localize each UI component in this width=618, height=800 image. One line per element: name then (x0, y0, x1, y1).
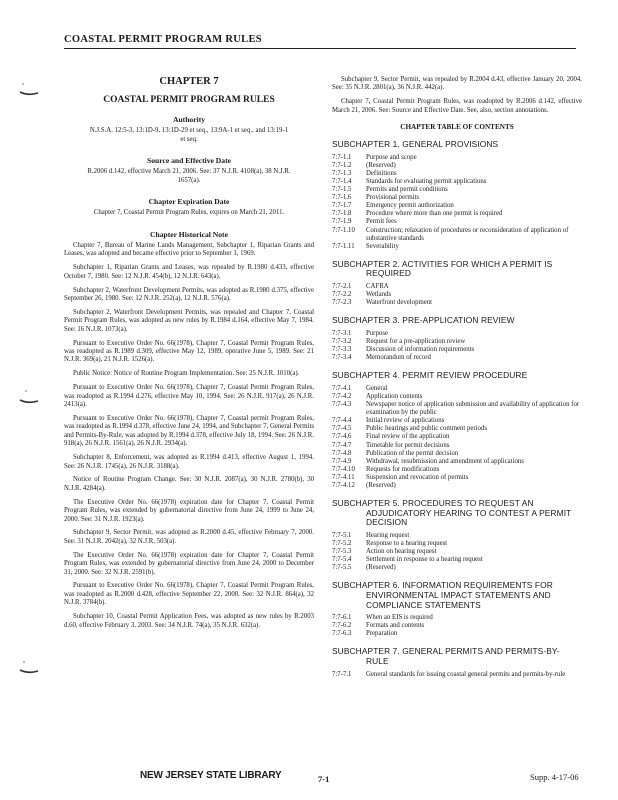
toc-title: CHAPTER TABLE OF CONTENTS (400, 123, 514, 132)
section-title: Provisional permits (366, 194, 420, 202)
toc-entry (332, 442, 582, 450)
toc-entry (332, 614, 582, 622)
section-number: 7:7-4.9 (332, 457, 352, 465)
section-number: 7:7-2.2 (332, 291, 352, 299)
right-column (332, 76, 582, 679)
history-note: Pursuant to Executive Order No. 66(1978), Chapter 7, Coastal Permit Program Rules, was readopted as R.2000 d.428, effective September 22, 2000. See: 32 N.J.R. 864(a), 32 N.J.R. 3784(b). (64, 582, 314, 607)
source-heading: Source and Effective Date (146, 156, 231, 166)
subchapter-heading (332, 499, 582, 528)
toc-entry (332, 450, 582, 458)
section-number: 7:7-4.3 (332, 401, 352, 409)
section-title: Withdrawal, resubmission and amendment of applications (366, 457, 524, 465)
section-title: Publication of the permit decision (366, 449, 459, 457)
section-number: 7:7-1.11 (332, 242, 355, 250)
section-title: Waterfront development (366, 299, 433, 307)
section-title: CAFRA (366, 283, 389, 291)
punch-hole-mark (18, 658, 40, 680)
section-title: Permits and permit conditions (366, 186, 448, 194)
section-title: Final review of the application (366, 433, 450, 441)
chapter-number: CHAPTER 7 (159, 76, 219, 87)
section-title: General standards for issuing coastal general permits and permits-by-rule (366, 670, 566, 678)
toc-entry (332, 227, 582, 243)
section-number: 7:7-1.3 (332, 169, 352, 177)
subchapter-title-continued: ENVIRONMENTAL IMPACT STATEMENTS AND COMPLIANCE STATEMENTS (366, 589, 551, 610)
toc-entry (332, 671, 582, 679)
section-number: 7:7-3.2 (332, 338, 352, 345)
subchapter-title: SUBCHAPTER 2. ACTIVITIES FOR WHICH A PERMIT IS (332, 258, 553, 269)
section-title: Requests for modifications (366, 465, 440, 473)
section-number: 7:7-5.2 (332, 539, 352, 547)
subchapter-title-continued: ADJUDICATORY HEARING TO CONTEST A PERMIT DECISION (366, 507, 572, 528)
history-note: Subchapter 10, Coastal Permit Application Fees, was adopted as new rules by R.2003 d.60, effective February 3, 2003. See: 34 N.J.R. 74(a), 35 N.J.R. 632(a). (64, 613, 314, 629)
section-number: 7:7-6.3 (332, 630, 352, 638)
section-title: (Reserved) (366, 161, 396, 169)
history-note: The Executive Order No. 66(1978) expiration date for Chapter 7, Coastal Permit Program Rules, was extended by gubernatorial directive from June 24, 1999 to June 24, 2000. See: 31 N.J.R. 1923(a). (64, 498, 314, 523)
section-title: Settlement in response to a hearing request (366, 556, 483, 564)
subchapter-heading (332, 371, 582, 381)
history-notes (64, 242, 314, 630)
authority-text: N.J.S.A. 12:5-3, 13:1D-9, 13:1D-29 et seq., 13:9A-1 et seq., and 13:19-1 et seq. (89, 127, 289, 143)
section-number: 7:7-1.8 (332, 210, 352, 218)
punch-hole-mark (18, 388, 40, 410)
toc-entry (332, 474, 582, 482)
section-number: 7:7-4.11 (332, 473, 355, 481)
section-number: 7:7-1.6 (332, 194, 352, 202)
subchapter-title-continued: REQUIRED (366, 268, 412, 279)
toc-entry (332, 393, 582, 401)
history-heading: Chapter Historical Note (150, 229, 228, 239)
subchapter-title: SUBCHAPTER 1. GENERAL PROVISIONS (332, 139, 499, 150)
table-of-contents (332, 140, 582, 679)
history-note: Subchapter 9, Sector Permit, was repealed by R.2004 d.43, effective January 20, 2004. See: 35 N.J.R. 2801(a), 36 N.J.R. 442(a). (332, 76, 582, 92)
section-number: 7:7-4.2 (332, 392, 352, 400)
section-title: Request for a pre-application review (366, 338, 466, 345)
toc-entry (332, 385, 582, 393)
section-title: Preparation (366, 630, 398, 638)
section-number: 7:7-6.1 (332, 614, 352, 622)
section-number: 7:7-1.9 (332, 218, 352, 226)
toc-entry (332, 291, 582, 299)
toc-entry (332, 218, 582, 226)
toc-entry (332, 622, 582, 630)
toc-entry (332, 299, 582, 307)
subchapter-heading (332, 581, 582, 610)
subchapter-heading (332, 140, 582, 150)
punch-hole-mark (18, 80, 40, 102)
section-title: Construction; relaxation of procedures or reconsideration of application of substantive standards (366, 226, 569, 242)
subchapter-title: SUBCHAPTER 7. GENERAL PERMITS AND PERMITS-BY- (332, 646, 560, 657)
toc-entry (332, 194, 582, 202)
expiration-text: Chapter 7, Coastal Permit Program Rules, expires on March 21, 2011. (93, 209, 285, 217)
toc-entry (332, 548, 582, 556)
supplement-date: Supp. 4-17-06 (530, 772, 579, 782)
section-number: 7:7-5.1 (332, 531, 352, 539)
history-note: Subchapter 2, Waterfront Development Permits, was adopted as R.1980 d.375, effective September 26, 1980. See: 12 N.J.R. 252(a), 12 N.J.R. 576(a). (64, 286, 314, 302)
history-note: Chapter 7, Coastal Permit Program Rules, was readopted by R.2006 d.142, effective March 21, 2006. See: Source and Effective Date. See, also, section annotations. (332, 98, 582, 114)
toc-entry (332, 564, 582, 572)
left-column (64, 62, 314, 636)
subchapter-title-continued: RULE (366, 656, 389, 666)
toc-entry (332, 283, 582, 291)
library-stamp: NEW JERSEY STATE LIBRARY (140, 770, 282, 781)
section-title: When an EIS is required (366, 614, 433, 622)
section-title: Application contents (366, 392, 423, 400)
section-title: Initial review of applications (366, 417, 445, 425)
history-note: Chapter 7, Bureau of Marine Lands Management, Subchapter 1, Riparian Grants and Leases, was adopted and became effective prior to September 1, 1969. (64, 241, 314, 258)
section-number: 7:7-4.6 (332, 433, 352, 441)
section-title: (Reserved) (366, 482, 396, 489)
subchapter-heading (332, 260, 582, 279)
toc-entry (332, 186, 582, 194)
section-number: 7:7-7.1 (332, 670, 352, 678)
section-number: 7:7-1.5 (332, 186, 352, 194)
toc-entry (332, 425, 582, 433)
subchapter-title: SUBCHAPTER 4. PERMIT REVIEW PROCEDURE (332, 370, 528, 381)
section-number: 7:7-4.8 (332, 449, 352, 457)
section-title: Purpose and scope (366, 153, 417, 161)
section-number: 7:7-4.12 (332, 482, 355, 489)
section-title: Public hearings and public comment periods (366, 425, 487, 433)
section-title: Newspaper notice of application submission and availability of application for examination by the public (366, 401, 580, 417)
toc-entry (332, 401, 582, 417)
subchapter-heading (332, 647, 582, 666)
toc-entry (332, 466, 582, 474)
section-number: 7:7-1.7 (332, 202, 352, 210)
history-note: Subchapter 8, Enforcement, was adopted as R.1994 d.413, effective August 1, 1994. See: 26 N.J.R. 1745(a), 26 N.J.R. 3188(a). (64, 454, 314, 470)
section-number: 7:7-2.1 (332, 283, 352, 291)
section-number: 7:7-4.5 (332, 425, 352, 433)
toc-entry (332, 210, 582, 218)
toc-entry (332, 243, 582, 251)
section-title: Formats and contents (366, 622, 425, 630)
expiration-heading: Chapter Expiration Date (148, 197, 230, 207)
subchapter-title: SUBCHAPTER 6. INFORMATION REQUIREMENTS FOR (332, 580, 553, 591)
toc-entry (332, 346, 582, 354)
toc-entry (332, 338, 582, 346)
toc-entry (332, 482, 582, 490)
section-title: Discussion of information requirements (366, 346, 475, 354)
section-title: Response to a hearing request (366, 539, 448, 547)
section-number: 7:7-4.4 (332, 417, 352, 425)
subchapter-heading (332, 316, 582, 326)
section-title: Emergency permit authorization (366, 202, 454, 210)
history-note: Pursuant to Executive Order No. 66(1978), Chapter 7, Coastal permit Program Rules, was readopted as R.1994 d.378, effective June 24, 1994, and Subchapter 7, General Permits and Permits-By-Rule, was adopted by R.1994 d.378, effective July 18, 1994. See: 26 N.J.R. 918(a), 26 N.J.R. 1561(a), 26 N.J.R. 2934(a). (64, 414, 314, 448)
history-note: The Executive Order No. 66(1978) expiration date for Chapter 7, Coastal Permit Program Rules, was extended by gubernatorial directive from June 24, 2000 to December 31, 2000. See: 32 N.J.R. 2591(b). (64, 551, 314, 576)
subchapter-title: SUBCHAPTER 5. PROCEDURES TO REQUEST AN (332, 498, 534, 509)
section-number: 7:7-5.4 (332, 556, 352, 564)
section-number: 7:7-6.2 (332, 622, 352, 630)
section-number: 7:7-1.1 (332, 153, 352, 161)
section-title: Suspension and revocation of permits (366, 473, 469, 481)
toc-entry (332, 417, 582, 425)
section-title: Wetlands (366, 291, 392, 299)
toc-entry (332, 433, 582, 441)
section-title: Definitions (366, 169, 397, 177)
toc-entry (332, 162, 582, 170)
section-number: 7:7-1.10 (332, 226, 355, 234)
toc-entry (332, 154, 582, 162)
section-title: Timetable for permit decisions (366, 441, 450, 449)
toc-entry (332, 330, 582, 338)
section-number: 7:7-4.10 (332, 465, 355, 473)
section-number: 7:7-3.4 (332, 354, 352, 362)
section-title: (Reserved) (366, 564, 396, 572)
section-title: Standards for evaluating permit applications (366, 178, 487, 185)
section-number: 7:7-5.5 (332, 564, 352, 572)
toc-entry (332, 354, 582, 362)
section-title: Severability (366, 242, 399, 250)
section-number: 7:7-1.4 (332, 178, 352, 185)
history-note: Pursuant to Executive Order No. 66(1978), Chapter 7, Coastal Permit Program Rules, was readopted as R.1989 d.309, effective May 12, 1989, operative June 5, 1989. See: 21 N.J.R. 369(a), 21 N.J.R. 1526(a). (64, 339, 314, 364)
source-text: R.2006 d.142, effective March 21, 2006. See: 37 N.J.R. 4108(a), 38 N.J.R. 1657(a). (87, 168, 291, 184)
toc-entry (332, 630, 582, 638)
section-title: Permit fees (366, 218, 397, 226)
section-number: 7:7-5.3 (332, 548, 352, 556)
section-title: Memorandum of record (366, 354, 431, 362)
toc-entry (332, 178, 582, 186)
running-header: COASTAL PERMIT PROGRAM RULES (64, 34, 576, 49)
toc-entry (332, 458, 582, 466)
toc-entry (332, 532, 582, 540)
subchapter-title: SUBCHAPTER 3. PRE-APPLICATION REVIEW (332, 315, 515, 326)
toc-entry (332, 170, 582, 178)
history-note: Public Notice: Notice of Routine Program Implementation. See: 25 N.J.R. 1010(a). (73, 370, 300, 378)
history-note: Subchapter 2, Waterfront Development Permits, was repealed and Chapter 7, Coastal Permit Program Rules, was adopted as new rules by R.1984 d.164, effective May 7, 1984. See: 16 N.J.R. 1073(a). (64, 308, 314, 333)
history-note: Notice of Routine Program Change. See: 30 N.J.R. 2087(a), 30 N.J.R. 2780(b), 30 N.J.R. 4284(a). (64, 476, 314, 492)
section-number: 7:7-3.1 (332, 329, 352, 337)
history-note: Subchapter 1, Riparian Grants and Leases, was repealed by R.1980 d.433, effective October 7, 1980. See: 12 N.J.R. 454(b), 12 N.J.R. 643(a). (64, 264, 314, 280)
history-note: Pursuant to Executive Order No. 66(1978), Chapter 7, Coastal Permit Program Rules, was readopted as R.1994 d.276, effective May 10, 1994. See: 26 N.J.R. 917(a), 26 N.J.R. 2413(a). (64, 384, 314, 409)
section-title: Procedure where more than one permit is required (366, 210, 503, 218)
section-number: 7:7-4.7 (332, 441, 352, 449)
section-number: 7:7-1.2 (332, 161, 352, 169)
toc-entry (332, 540, 582, 548)
toc-entry (332, 202, 582, 210)
authority-heading: Authority (172, 115, 206, 124)
toc-entry (332, 556, 582, 564)
section-title: Hearing request (366, 531, 410, 539)
section-title: Purpose (366, 329, 388, 337)
chapter-title: COASTAL PERMIT PROGRAM RULES (103, 95, 275, 105)
section-number: 7:7-4.1 (332, 384, 352, 392)
section-title: Action on hearing request (366, 548, 437, 556)
section-number: 7:7-3.3 (332, 346, 352, 354)
section-number: 7:7-2.3 (332, 299, 352, 307)
section-title: General (366, 384, 388, 392)
history-note: Subchapter 9, Sector Permit, was adopted as R.2000 d.45, effective February 7, 2000. See: 31 N.J.R. 2042(a), 32 N.J.R. 503(a). (64, 529, 314, 545)
page-number: 7-1 (318, 774, 330, 784)
